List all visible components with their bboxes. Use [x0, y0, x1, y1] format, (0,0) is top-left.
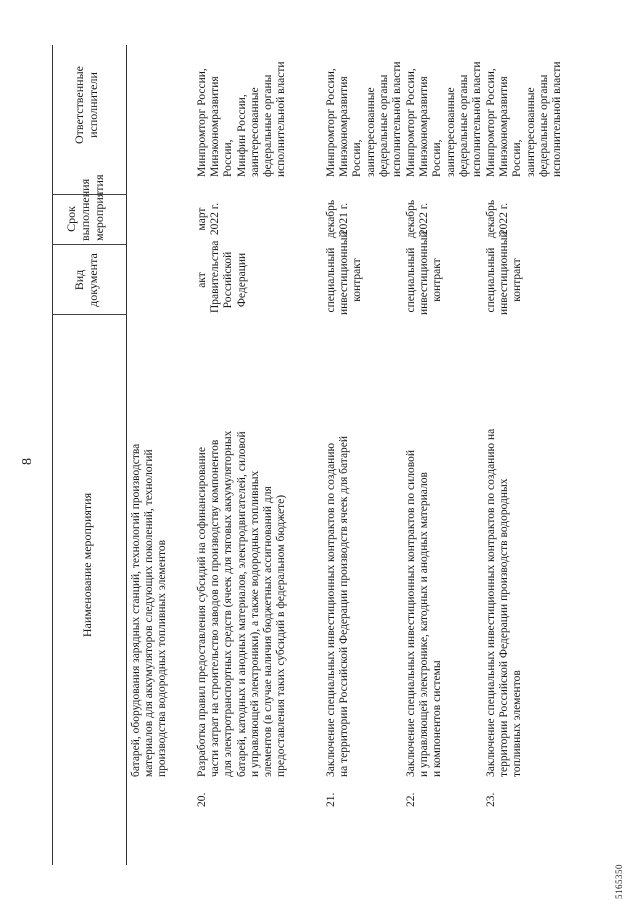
- name-line: Заключение специальных инвестиционных контрактов по созданию на: [485, 428, 497, 777]
- header-resp-line: исполнители: [86, 72, 100, 138]
- resp-line: Минпромторг России,: [325, 68, 337, 177]
- doc-line: контракт: [511, 258, 524, 302]
- resp-line: Минэкономразвития России,: [209, 76, 235, 177]
- row-number: 21.: [325, 792, 337, 807]
- doc-line: контракт: [351, 258, 364, 302]
- name-line: и управляющей электронике, катодных и анодных материалов: [418, 472, 431, 777]
- row-number: 23.: [485, 792, 497, 807]
- resp-line: Минэкономразвития России,: [418, 76, 444, 177]
- row-document-type: [405, 231, 445, 315]
- doc-line: Федерации: [235, 252, 248, 308]
- document-code: 5165350: [614, 864, 624, 899]
- doc-line: специальный: [405, 247, 417, 313]
- page-number: 8: [20, 458, 35, 465]
- row-deadline: [196, 195, 222, 243]
- resp-line: заинтересованные: [364, 87, 377, 177]
- header-name-label: Наименование мероприятия: [80, 492, 94, 638]
- resp-line: Минпромторг России,: [196, 68, 208, 177]
- resp-line: заинтересованные: [524, 87, 537, 177]
- continuation-text: [130, 307, 170, 777]
- doc-line: инвестиционный: [338, 231, 351, 315]
- resp-line: исполнительной власти: [471, 61, 484, 177]
- name-line: элементов (в случае наличия бюджетных ассигнований для: [262, 486, 275, 777]
- resp-line: заинтересованные: [444, 87, 457, 177]
- row-document-type: [485, 231, 525, 315]
- row-responsible: [196, 45, 288, 177]
- row-name: [196, 307, 288, 777]
- header-deadline: [64, 174, 106, 241]
- name-line: и компонентов системы: [431, 660, 444, 777]
- doc-line: Российской: [222, 251, 235, 309]
- header-deadline-line: Срок: [64, 206, 78, 232]
- deadline-line: 2021 г.: [338, 202, 351, 236]
- header-resp-line: Ответственные: [72, 66, 86, 144]
- deadline-line: 2022 г.: [209, 202, 222, 236]
- resp-line: Минпромторг России,: [405, 68, 417, 177]
- row-deadline: [485, 195, 511, 243]
- name-line: Разработка правил предоставления субсидий на софинансирование: [196, 447, 208, 777]
- name-line: Заключение специальных инвестиционных контрактов по созданию: [325, 442, 337, 777]
- name-line: на территории Российской Федерации производств ячеек для батарей: [338, 435, 351, 777]
- doc-line: специальный: [325, 247, 337, 313]
- header-deadline-line: мероприятия: [92, 174, 106, 241]
- doc-line: специальный: [485, 247, 497, 313]
- header-responsible: [72, 45, 100, 165]
- row-document-type: [325, 231, 365, 315]
- doc-line: контракт: [431, 258, 444, 302]
- name-line: батарей, оборудования зарядных станций, технологий производства: [130, 443, 142, 777]
- deadline-line: декабрь: [485, 199, 497, 239]
- resp-line: заинтересованные: [248, 87, 261, 177]
- row-name: [325, 307, 351, 777]
- doc-line: акт: [196, 272, 208, 288]
- row-deadline: [325, 195, 351, 243]
- name-line: и управляющей электроники), а также водородных топливных: [248, 470, 261, 777]
- header-document-type: [72, 249, 100, 311]
- row-name: [405, 307, 445, 777]
- row-deadline: [405, 195, 431, 243]
- row-responsible: [485, 45, 564, 177]
- resp-line: федеральные органы: [537, 74, 550, 177]
- column-divider-doc: [52, 244, 126, 245]
- resp-line: исполнительной власти: [275, 61, 288, 177]
- name-line: производства водородных топливных элементов: [156, 539, 169, 777]
- name-line: части затрат на строительство заводов по производству компонентов: [209, 439, 222, 777]
- header-name: [80, 345, 94, 785]
- resp-line: исполнительной власти: [391, 61, 404, 177]
- resp-line: федеральные органы: [262, 74, 275, 177]
- row-responsible: [325, 45, 404, 177]
- row-number: 20.: [196, 792, 208, 807]
- doc-line: Правительства: [209, 240, 222, 313]
- resp-line: Минфин России,: [235, 94, 248, 177]
- doc-line: инвестиционный: [418, 231, 431, 315]
- resp-line: федеральные органы: [377, 74, 390, 177]
- row-document-type: [196, 240, 249, 313]
- name-line: топливных элементов: [511, 670, 524, 777]
- resp-line: федеральные органы: [457, 74, 470, 177]
- name-line: предоставления таких субсидий в федеральном бюджете): [275, 494, 288, 777]
- deadline-line: март: [196, 207, 208, 231]
- row-name: [485, 307, 525, 777]
- row-number: 22.: [405, 792, 417, 807]
- deadline-line: декабрь: [405, 199, 417, 239]
- row-responsible: [405, 45, 484, 177]
- name-line: батарей, катодных и анодных материалов, электродвигателей, силовой: [235, 431, 248, 777]
- column-divider-name: [52, 314, 126, 315]
- name-line: материалов для аккумуляторов следующих поколений, технологий: [143, 449, 156, 777]
- resp-line: исполнительной власти: [551, 61, 564, 177]
- name-line: Заключение специальных инвестиционных контрактов по силовой: [405, 449, 417, 777]
- doc-line: инвестиционный: [498, 231, 511, 315]
- table-header-rule: [126, 45, 127, 865]
- header-deadline-line: выполнения: [78, 178, 92, 241]
- deadline-line: декабрь: [325, 199, 337, 239]
- deadline-line: 2022 г.: [498, 202, 511, 236]
- name-line: территории Российской Федерации производств водородных: [498, 478, 511, 777]
- resp-line: Минэкономразвития России,: [338, 76, 364, 177]
- header-doc-line: Вид: [72, 269, 86, 291]
- resp-line: Минпромторг России,: [485, 68, 497, 177]
- name-line: для электротранспортных средств (ячеек для тяговых аккумуляторных: [222, 430, 235, 777]
- deadline-line: 2022 г.: [418, 202, 431, 236]
- header-doc-line: документа: [86, 253, 100, 307]
- resp-line: Минэкономразвития России,: [498, 76, 524, 177]
- table-top-rule: [52, 45, 53, 865]
